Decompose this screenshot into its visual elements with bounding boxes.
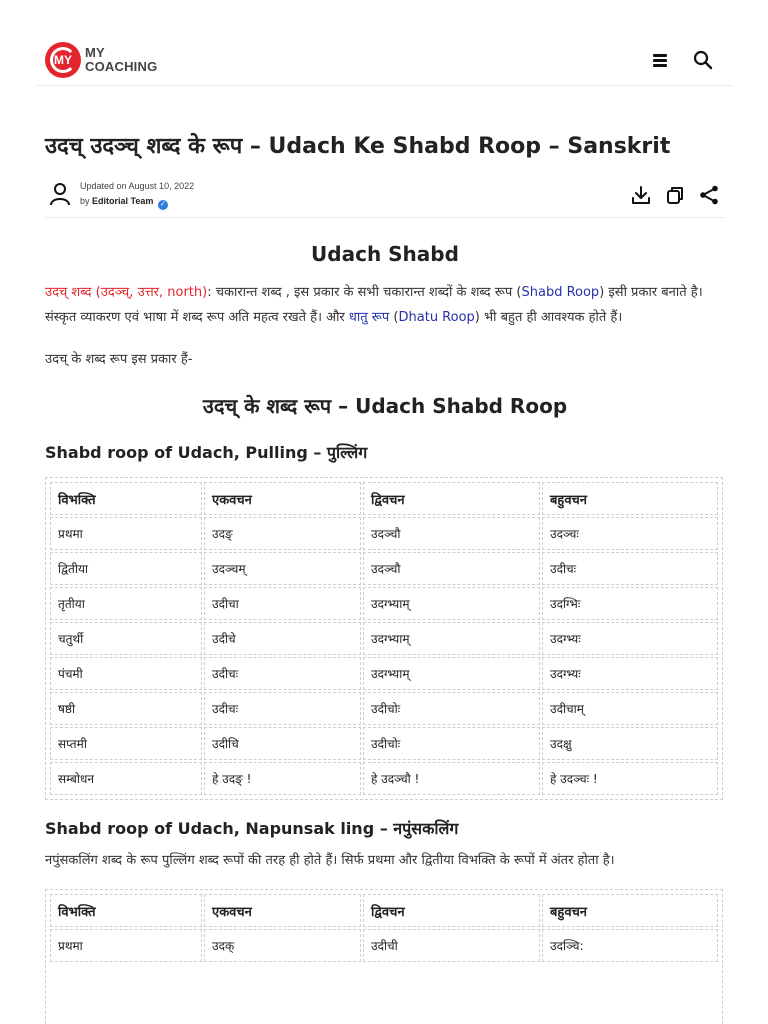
table-cell: उदग्भिः — [542, 587, 718, 620]
header-bahuvachan: बहुवचन — [542, 894, 718, 927]
table-header-row — [50, 482, 718, 515]
table-cell: षष्ठी — [50, 692, 202, 725]
table-cell: सम्बोधन — [50, 762, 202, 795]
header-ekvachan: एकवचन — [204, 482, 361, 515]
post-actions — [630, 184, 720, 206]
byline — [80, 194, 194, 210]
download-icon[interactable] — [630, 184, 652, 206]
table-cell: उदग्भ्यः — [542, 622, 718, 655]
table-cell: उदञ्चि: — [542, 929, 718, 962]
site-header — [36, 38, 733, 86]
shabd-roop-link[interactable]: Shabd Roop — [521, 285, 600, 300]
table-cell: उदीचः — [542, 552, 718, 585]
table-cell: उदीचा — [204, 587, 361, 620]
intro-text-1: : चकारान्त शब्द , इस प्रकार के सभी चकारान्त शब्दों के शब्द रूप ( — [207, 285, 522, 300]
logo-line-2: COACHING — [85, 59, 158, 74]
table-cell: उदक् — [204, 929, 361, 962]
table-cell: उदग्भ्याम् — [363, 587, 540, 620]
copy-icon[interactable] — [664, 184, 686, 206]
header-dvivachan: द्विवचन — [363, 482, 540, 515]
table-row — [50, 517, 718, 550]
header-vibhakti: विभक्ति — [50, 894, 202, 927]
user-icon — [49, 182, 71, 206]
table-cell: उदीची — [363, 929, 540, 962]
table-cell: उदीचः — [204, 692, 361, 725]
table-cell: उदग्भ्याम् — [363, 657, 540, 690]
table-cell: उदञ्चम् — [204, 552, 361, 585]
updated-date: Updated on August 10, 2022 — [80, 181, 195, 191]
menu-icon[interactable] — [653, 54, 667, 67]
header-dvivachan: द्विवचन — [363, 894, 540, 927]
intro-paren: ( — [389, 310, 399, 325]
napunsak-heading: Shabd roop of Udach, Napunsak ling – नपुंसकलिंग — [45, 819, 459, 838]
table-cell: उदीचाम् — [542, 692, 718, 725]
table-cell: चतुर्थी — [50, 622, 202, 655]
logo-mark-text: MY — [54, 53, 72, 67]
header-ekvachan: एकवचन — [204, 894, 361, 927]
table-row — [50, 622, 718, 655]
table-cell: उदञ्चौ — [363, 552, 540, 585]
section-heading: Udach Shabd — [311, 242, 459, 266]
pulling-table — [45, 477, 723, 800]
table-cell: द्वितीया — [50, 552, 202, 585]
verified-icon: ✓ — [158, 200, 168, 210]
table-cell: उदक्षु — [542, 727, 718, 760]
header-bahuvachan: बहुवचन — [542, 482, 718, 515]
table-cell: हे उदञ्चौ ! — [363, 762, 540, 795]
pulling-heading: Shabd roop of Udach, Pulling – पुल्लिंग — [45, 443, 368, 462]
table-cell: उदीचोः — [363, 692, 540, 725]
table-cell: प्रथमा — [50, 517, 202, 550]
intro-text-3: ) भी बहुत ही आवश्यक होते हैं। — [474, 310, 623, 325]
table-cell: उदीचोः — [363, 727, 540, 760]
table-row — [50, 587, 718, 620]
intro-highlight: उदच् शब्द (उदञ्च्, उत्तर, north) — [45, 285, 208, 300]
meta-text — [80, 179, 194, 210]
table-row — [50, 692, 718, 725]
dhatu-link[interactable]: धातु रूप — [348, 310, 390, 325]
table-cell: पंचमी — [50, 657, 202, 690]
shabd-roop-heading: उदच् के शब्द रूप – Udach Shabd Roop — [202, 394, 568, 418]
header-actions — [653, 50, 713, 70]
table-cell: सप्तमी — [50, 727, 202, 760]
table-cell: उदग्भ्यः — [542, 657, 718, 690]
post-meta — [45, 176, 725, 218]
intro-paragraph — [45, 280, 725, 330]
author-name[interactable]: Editorial Team — [92, 196, 154, 206]
table-row — [50, 552, 718, 585]
dhatu-roop-link[interactable]: Dhatu Roop — [398, 310, 475, 325]
logo-mark — [45, 42, 81, 78]
table-cell: उदग्भ्याम् — [363, 622, 540, 655]
table-row — [50, 762, 718, 795]
table-header-row — [50, 894, 718, 927]
search-icon[interactable] — [693, 50, 713, 70]
logo-line-1: MY — [85, 45, 105, 60]
byline-by: by — [80, 196, 90, 206]
napunsak-table — [45, 889, 723, 1024]
logo-text — [85, 46, 157, 74]
table-cell: उदीचि — [204, 727, 361, 760]
table-cell: उदीचः — [204, 657, 361, 690]
forms-note: उदच् के शब्द रूप इस प्रकार हैं- — [45, 352, 193, 367]
table-cell: हे उदङ् ! — [204, 762, 361, 795]
table-cell: उदञ्चः — [542, 517, 718, 550]
table-cell: उदीचे — [204, 622, 361, 655]
table-cell: तृतीया — [50, 587, 202, 620]
table-cell: हे उदञ्चः ! — [542, 762, 718, 795]
logo[interactable] — [45, 42, 157, 78]
table-cell: उदञ्चौ — [363, 517, 540, 550]
table-row — [50, 657, 718, 690]
table-cell: उदङ् — [204, 517, 361, 550]
table-cell: प्रथमा — [50, 929, 202, 962]
page-title: उदच् उदञ्च् शब्द के रूप – Udach Ke Shabd Roop – Sanskrit — [45, 134, 671, 159]
share-icon[interactable] — [698, 184, 720, 206]
napunsak-note: नपुंसकलिंग शब्द के रूप पुल्लिंग शब्द रूपों की तरह ही होते हैं। सिर्फ प्रथमा और द्वितीया विभक्ति के रूपों में अंतर होता है। — [45, 853, 615, 868]
table-row — [50, 929, 718, 962]
intro-text-2: ) इसी प्रकार बनाते है। संस्कृत व्याकरण एवं भाषा में शब्द रूप अति महत्व रखते हैं। और — [45, 285, 703, 325]
table-row — [50, 727, 718, 760]
header-vibhakti: विभक्ति — [50, 482, 202, 515]
